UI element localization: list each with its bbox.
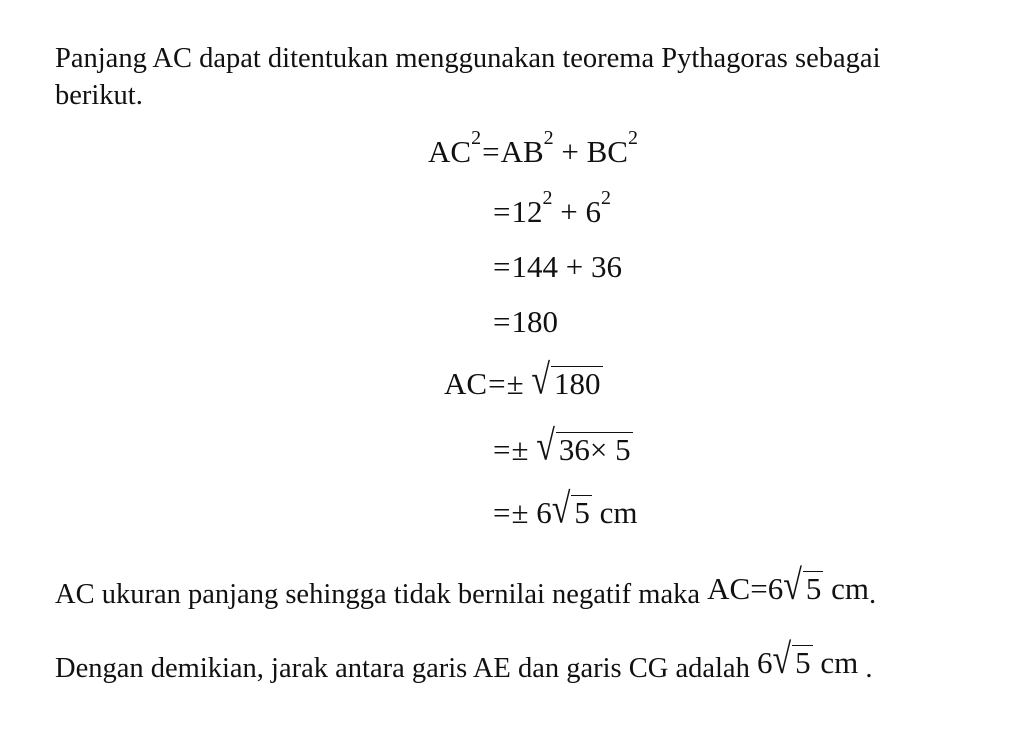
equation-line-6: =± √ 36× 5 bbox=[493, 423, 631, 470]
square-root: √ 180 bbox=[531, 357, 601, 404]
intro-paragraph: Panjang AC dapat ditentukan menggunakan teorema Pythagoras sebagai berikut. bbox=[55, 43, 881, 111]
equation-line-7: =± 6√ 5 cm bbox=[493, 486, 638, 533]
conclusion-paragraph-1: AC ukuran panjang sehingga tidak bernilai negatif maka AC=6√ 5 cm. bbox=[55, 562, 877, 610]
square-root: √ 36× 5 bbox=[536, 423, 631, 470]
inline-math-result: 6√ 5 cm bbox=[756, 636, 859, 683]
equation-line-2: $=12^2 + 6^2$ bbox=[493, 187, 611, 229]
equation-line-3: =144 + 36 bbox=[493, 249, 622, 284]
equation-line-5: AC=± √ 180 bbox=[444, 357, 601, 404]
equation-line-1: $AC^2=AB^2 + BC^2$ bbox=[428, 127, 638, 169]
conclusion-paragraph-2: Dengan demikian, jarak antara garis AE dan garis CG adalah 6√ 5 cm . bbox=[55, 636, 873, 684]
equation-line-4: =180 bbox=[493, 304, 558, 339]
inline-math-ac: AC=6√ 5 cm bbox=[707, 562, 869, 609]
square-root: √ 5 bbox=[551, 486, 590, 533]
